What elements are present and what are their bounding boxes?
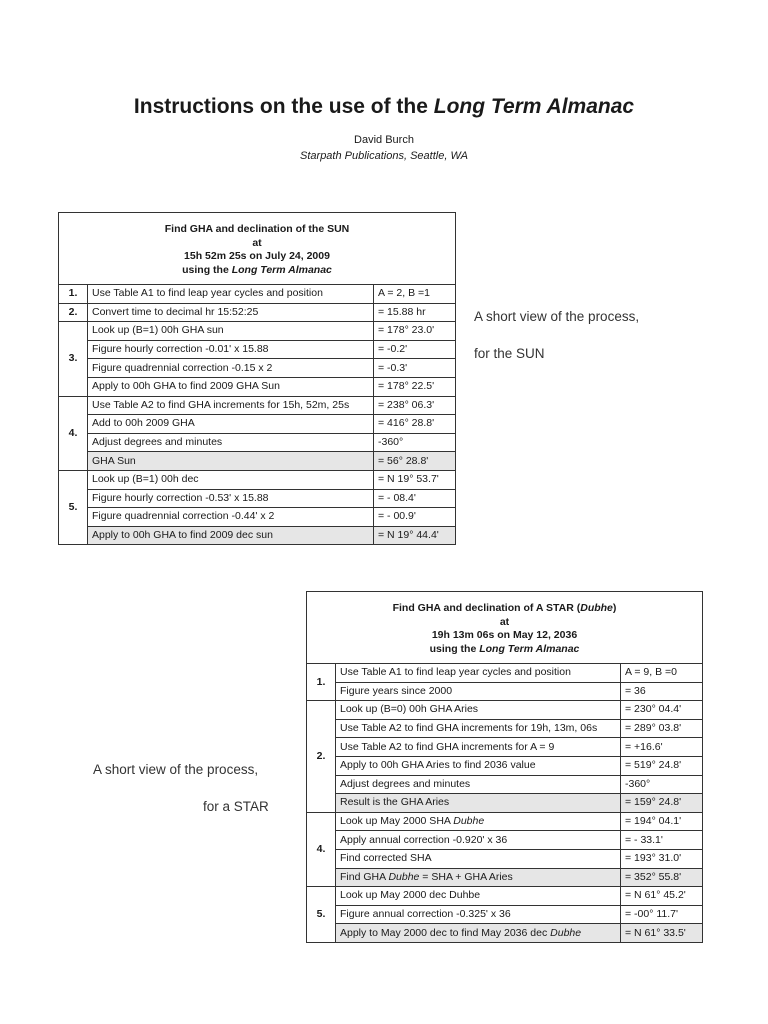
step-description: Use Table A2 to find GHA increments for 15h, 52m, 25s: [88, 396, 374, 415]
step-value: = 519° 24.8': [621, 756, 703, 775]
sun-note-line2: for the SUN: [474, 346, 545, 361]
step-description: Look up (B=1) 00h GHA sun: [88, 322, 374, 341]
step-number: 4.: [307, 812, 336, 886]
step-value: -360°: [621, 775, 703, 794]
step-value: = 56° 28.8': [374, 452, 456, 471]
step-description: Figure annual correction -0.325' x 36: [336, 905, 621, 924]
step-description: Look up (B=0) 00h GHA Aries: [336, 701, 621, 720]
table-row: [59, 303, 456, 322]
step-description: Adjust degrees and minutes: [88, 433, 374, 452]
step-description: Figure hourly correction -0.01' x 15.88: [88, 340, 374, 359]
step-value: A = 2, B =1: [374, 285, 456, 304]
table-row: [59, 322, 456, 341]
table-row: [59, 489, 456, 508]
table-row: [307, 682, 703, 701]
author: David Burch: [354, 134, 414, 146]
step-description: Apply to 00h GHA to find 2009 GHA Sun: [88, 377, 374, 396]
step-value: = -00° 11.7': [621, 905, 703, 924]
table-row: [59, 526, 456, 545]
step-number: 5.: [59, 470, 88, 544]
table-row: [307, 719, 703, 738]
table-row: [59, 396, 456, 415]
step-value: = -0.2': [374, 340, 456, 359]
step-description: Apply to 00h GHA to find 2009 dec sun: [88, 526, 374, 545]
step-number: 1.: [59, 285, 88, 304]
table-row: [59, 452, 456, 471]
table-row: [307, 849, 703, 868]
table-row: [307, 775, 703, 794]
table-row: [59, 359, 456, 378]
table-row: [307, 664, 703, 683]
table-row: [59, 340, 456, 359]
step-value: = 194° 04.1': [621, 812, 703, 831]
sun-table: [58, 212, 456, 545]
table-row: [59, 508, 456, 527]
table-row: [307, 738, 703, 757]
table-row: [307, 756, 703, 775]
step-description: Result is the GHA Aries: [336, 794, 621, 813]
star-table: [306, 591, 703, 943]
table-row: [307, 887, 703, 906]
step-description: Figure quadrennial correction -0.44' x 2: [88, 508, 374, 527]
step-value: = - 00.9': [374, 508, 456, 527]
table-row: [307, 868, 703, 887]
step-value: A = 9, B =0: [621, 664, 703, 683]
table-row: [59, 433, 456, 452]
star-note-line1: A short view of the process,: [93, 762, 259, 777]
step-description: Use Table A1 to find leap year cycles and position: [88, 285, 374, 304]
star-table-header: Find GHA and declination of A STAR (Dubhe) at 19h 13m 06s on May 12, 2036 using the Long Term Almanac: [307, 592, 703, 664]
step-value: = 178° 23.0': [374, 322, 456, 341]
step-description: Find corrected SHA: [336, 849, 621, 868]
step-value: = 289° 03.8': [621, 719, 703, 738]
step-value: = N 61° 45.2': [621, 887, 703, 906]
table-row: [59, 470, 456, 489]
table-row: [307, 812, 703, 831]
step-value: = 15.88 hr: [374, 303, 456, 322]
step-description: Apply to 00h GHA Aries to find 2036 value: [336, 756, 621, 775]
step-description: Figure hourly correction -0.53' x 15.88: [88, 489, 374, 508]
step-number: 2.: [307, 701, 336, 813]
step-description: GHA Sun: [88, 452, 374, 471]
step-description: Use Table A1 to find leap year cycles and position: [336, 664, 621, 683]
table-row: [59, 415, 456, 434]
step-description: Adjust degrees and minutes: [336, 775, 621, 794]
star-note-line2: for a STAR: [203, 799, 269, 814]
step-value: = 193° 31.0': [621, 849, 703, 868]
step-number: 5.: [307, 887, 336, 943]
step-value: = N 19° 44.4': [374, 526, 456, 545]
step-value: = 230° 04.4': [621, 701, 703, 720]
sun-table-header: Find GHA and declination of the SUN at 15h 52m 25s on July 24, 2009 using the Long Term Almanac: [59, 213, 456, 285]
step-description: Find GHA Dubhe = SHA + GHA Aries: [336, 868, 621, 887]
step-value: = 416° 28.8': [374, 415, 456, 434]
step-description: Use Table A2 to find GHA increments for 19h, 13m, 06s: [336, 719, 621, 738]
step-value: = N 19° 53.7': [374, 470, 456, 489]
step-description: Look up (B=1) 00h dec: [88, 470, 374, 489]
step-value: = 159° 24.8': [621, 794, 703, 813]
step-description: Add to 00h 2009 GHA: [88, 415, 374, 434]
step-description: Apply annual correction -0.920' x 36: [336, 831, 621, 850]
table-row: [307, 924, 703, 943]
step-value: = - 08.4': [374, 489, 456, 508]
step-description: Apply to May 2000 dec to find May 2036 dec Dubhe: [336, 924, 621, 943]
step-value: = 178° 22.5': [374, 377, 456, 396]
step-value: = 352° 55.8': [621, 868, 703, 887]
step-value: = 36: [621, 682, 703, 701]
publisher: Starpath Publications, Seattle, WA: [300, 150, 468, 162]
table-row: [59, 285, 456, 304]
step-description: Look up May 2000 SHA Dubhe: [336, 812, 621, 831]
step-value: = - 33.1': [621, 831, 703, 850]
step-number: 1.: [307, 664, 336, 701]
step-value: = -0.3': [374, 359, 456, 378]
step-description: Use Table A2 to find GHA increments for A = 9: [336, 738, 621, 757]
table-row: [307, 701, 703, 720]
table-row: [59, 377, 456, 396]
step-number: 3.: [59, 322, 88, 396]
step-description: Figure quadrennial correction -0.15 x 2: [88, 359, 374, 378]
step-description: Convert time to decimal hr 15:52:25: [88, 303, 374, 322]
step-number: 2.: [59, 303, 88, 322]
table-row: [307, 905, 703, 924]
table-row: [307, 831, 703, 850]
step-description: Look up May 2000 dec Duhbe: [336, 887, 621, 906]
page-title: Instructions on the use of the Long Term Almanac: [133, 95, 635, 118]
table-row: [307, 794, 703, 813]
step-number: 4.: [59, 396, 88, 470]
step-value: = +16.6': [621, 738, 703, 757]
step-value: -360°: [374, 433, 456, 452]
step-value: = 238° 06.3': [374, 396, 456, 415]
sun-note-line1: A short view of the process,: [474, 309, 640, 324]
step-value: = N 61° 33.5': [621, 924, 703, 943]
step-description: Figure years since 2000: [336, 682, 621, 701]
